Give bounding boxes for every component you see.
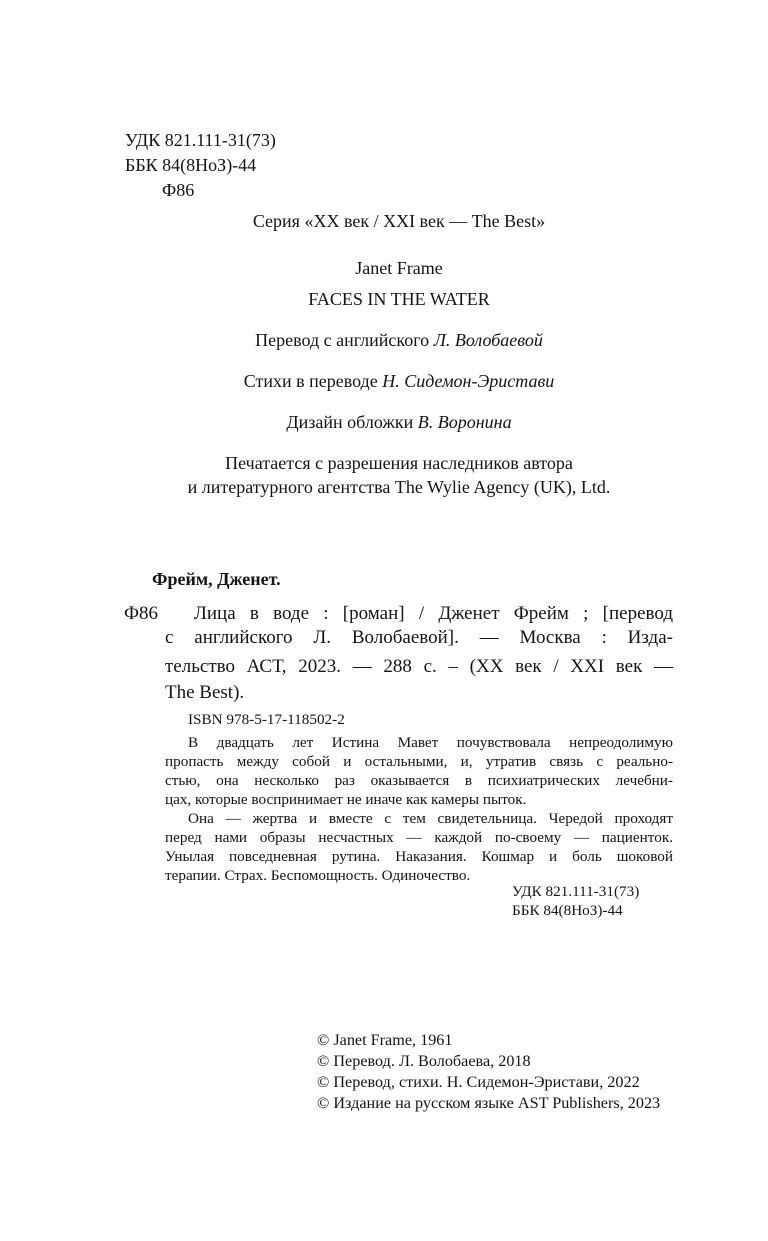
original-title: FACES IN THE WATER <box>308 289 490 309</box>
permission-line-1: Печатается с разрешения наследников автора <box>225 453 573 473</box>
abstract-line: стью, она несколько раз оказывается в психиатрических лечебни- <box>165 772 673 789</box>
permission-line-2: и литературного агентства The Wylie Agency (UK), Ltd. <box>187 477 611 497</box>
catalog-entry-line: Лица в воде : [роман] / Дженет Фрейм ; [перевод <box>194 603 673 624</box>
copyright-line: © Перевод, стихи. Н. Сидемон-Эристави, 2022 <box>317 1073 640 1091</box>
author-mark: Ф86 <box>162 180 195 200</box>
series-line: Серия «XX век / XXI век — The Best» <box>252 211 546 231</box>
abstract-line: пропасть между собой и остальными, и, утратив связь с реально- <box>165 753 673 770</box>
original-author: Janet Frame <box>355 258 443 278</box>
copyright-line: © Издание на русском языке AST Publishers, 2023 <box>317 1094 661 1112</box>
abstract-line: цах, которые воспринимает не иначе как камеры пыток. <box>165 791 527 808</box>
copyright-line: © Перевод. Л. Волобаева, 2018 <box>317 1052 531 1070</box>
catalog-bbk: ББК 84(8НоЗ)-44 <box>512 902 623 919</box>
poems-credit <box>0 370 768 392</box>
translator-name: Л. Волобаевой <box>433 330 543 350</box>
design-credit <box>0 411 768 433</box>
udk-code: УДК 821.111-31(73) <box>125 130 276 150</box>
abstract-line: Унылая повседневная рутина. Наказания. Кошмар и боль шоковой <box>165 848 673 865</box>
abstract-line: терапии. Страх. Беспомощность. Одиночество. <box>165 867 471 884</box>
catalog-entry-line: The Best). <box>165 682 245 703</box>
poems-translator-name: Н. Сидемон-Эристави <box>382 371 555 391</box>
catalog-heading: Фрейм, Дженет. <box>152 569 281 589</box>
translation-credit <box>0 329 768 351</box>
translation-prefix: Перевод с английского <box>255 330 434 350</box>
designer-name: В. Воронина <box>417 412 512 432</box>
catalog-entry-line: тельство АСТ, 2023. — 288 с. – (XX век / XXI век — <box>165 656 673 677</box>
abstract-line: Она — жертва и вместе с тем свидетельница. Чередой проходят <box>188 810 673 827</box>
catalog-entry-line: с английского Л. Волобаевой]. — Москва : Изда- <box>165 627 673 648</box>
copyright-line: © Janet Frame, 1961 <box>317 1031 453 1049</box>
catalog-udk: УДК 821.111-31(73) <box>512 883 640 900</box>
isbn: ISBN 978-5-17-118502-2 <box>188 711 345 728</box>
design-prefix: Дизайн обложки <box>286 412 418 432</box>
bbk-code: ББК 84(8НоЗ)-44 <box>125 155 257 175</box>
catalog-mark: Ф86 <box>124 603 159 624</box>
poems-prefix: Стихи в переводе <box>243 371 383 391</box>
abstract-line: перед нами образы несчастных — каждой по-своему — пациенток. <box>165 829 673 846</box>
abstract-line: В двадцать лет Истина Мавет почувствовала непреодолимую <box>188 734 673 751</box>
